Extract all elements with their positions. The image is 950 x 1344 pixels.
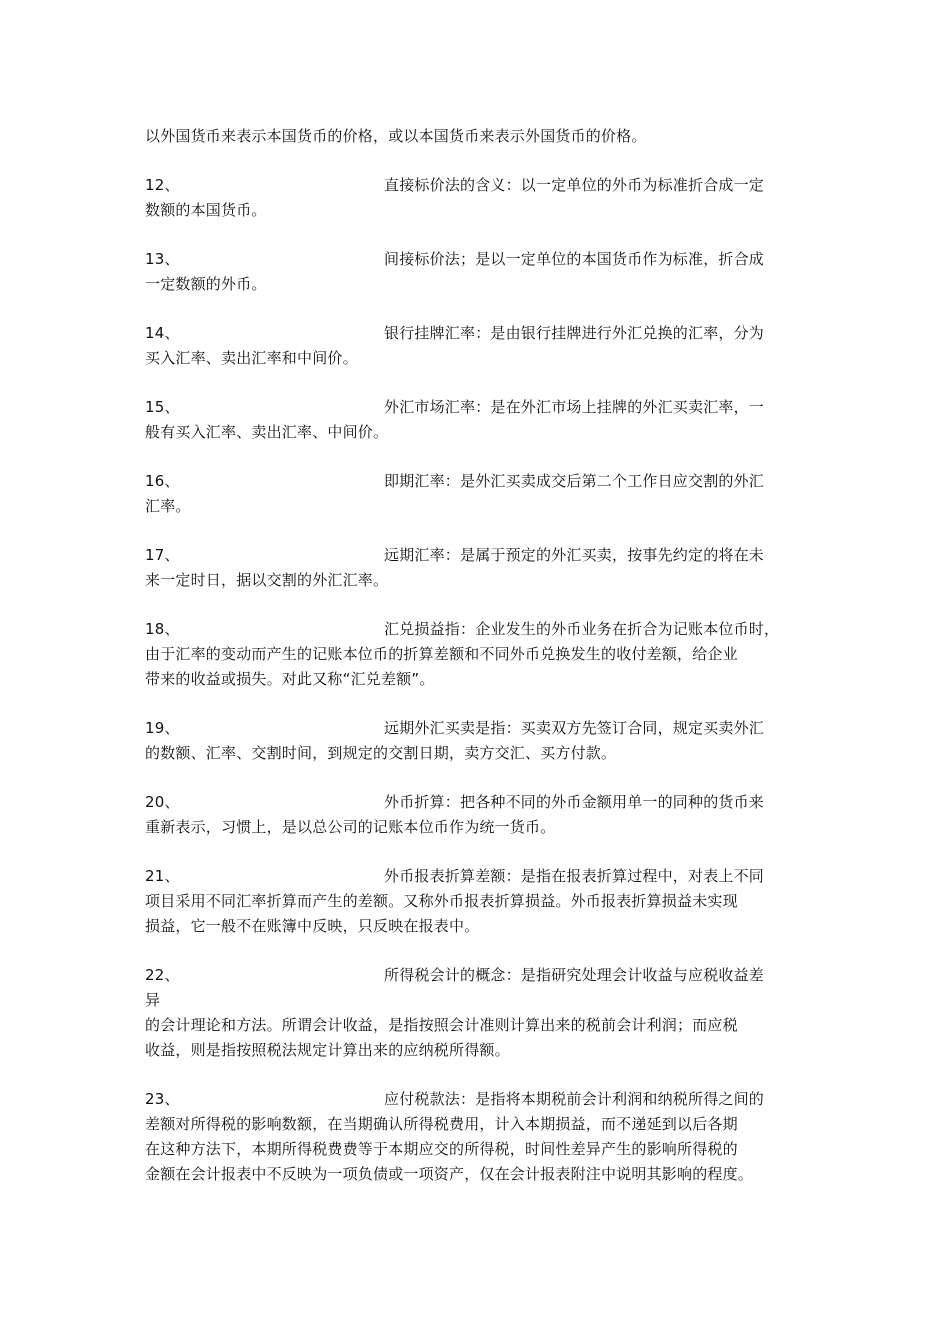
definition-entry (145, 716, 817, 766)
entry-continuation-line: 金额在会计报表中不反映为一项负债或一项资产，仅在会计报表附注中说明其影响的程度。 (145, 1165, 754, 1183)
entry-heading-line (145, 617, 817, 642)
entry-term-text: 外汇市场汇率：是在外汇市场上挂牌的外汇买卖汇率，一 (384, 398, 765, 416)
entry-number: 19、 (145, 719, 180, 737)
entry-term-text: 远期汇率：是属于预定的外汇买卖，按事先约定的将在未 (384, 546, 765, 564)
entry-term-text: 直接标价法的含义：以一定单位的外币为标准折合成一定 (384, 176, 765, 194)
entry-term-text: 银行挂牌汇率：是由银行挂牌进行外汇兑换的汇率，分为 (384, 324, 765, 342)
entry-continuation-line: 项目采用不同汇率折算而产生的差额。又称外币报表折算损益。外币报表折算损益未实现 (145, 892, 738, 910)
definition-entry (145, 321, 817, 371)
entry-continuation-line: 一定数额的外币。 (145, 275, 267, 293)
entry-number: 13、 (145, 250, 180, 268)
entry-continuation-line: 收益，则是指按照税法规定计算出来的应纳税所得额。 (145, 1041, 510, 1059)
definition-list (145, 173, 817, 1187)
entry-continuation-line: 汇率。 (145, 497, 191, 515)
entry-term-text: 应付税款法：是指将本期税前会计利润和纳税所得之间的 (384, 1090, 765, 1108)
entry-number: 20、 (145, 793, 180, 811)
entry-term-text: 远期外汇买卖是指：买卖双方先签订合同，规定买卖外汇 (384, 719, 765, 737)
definition-entry (145, 790, 817, 840)
entry-heading-line (145, 247, 817, 272)
definition-entry (145, 469, 817, 519)
definition-entry (145, 395, 817, 445)
definition-entry (145, 543, 817, 593)
entry-continuation-line: 差额对所得税的影响数额，在当期确认所得税费用，计入本期损益，而不递延到以后各期 (145, 1115, 738, 1133)
entry-heading-line (145, 469, 817, 494)
entry-number: 12、 (145, 176, 180, 194)
entry-heading-line (145, 790, 817, 815)
entry-heading-line (145, 1087, 817, 1112)
entry-continuation-line: 的会计理论和方法。所谓会计收益，是指按照会计准则计算出来的税前会计利润；而应税 (145, 1016, 738, 1034)
document-body (145, 124, 817, 1187)
entry-term-text: 汇兑损益指：企业发生的外币业务在折合为记账本位币时， (384, 620, 780, 638)
definition-entry (145, 247, 817, 297)
entry-number: 22、 (145, 966, 180, 984)
definition-entry (145, 963, 817, 1063)
definition-entry (145, 173, 817, 223)
entry-number: 14、 (145, 324, 180, 342)
entry-number: 21、 (145, 867, 180, 885)
entry-term-text: 所得税会计的概念：是指研究处理会计收益与应税收益差 (384, 966, 765, 984)
entry-continuation-line: 来一定时日，据以交割的外汇汇率。 (145, 571, 389, 589)
entry-continuation-line: 重新表示，习惯上，是以总公司的记账本位币作为统一货币。 (145, 818, 556, 836)
entry-continuation-line: 由于汇率的变动而产生的记账本位币的折算差额和不同外币兑换发生的收付差额，给企业 (145, 645, 738, 663)
entry-continuation-line: 在这种方法下，本期所得税费费等于本期应交的所得税，时间性差异产生的影响所得税的 (145, 1140, 738, 1158)
entry-continuation-line: 异 (145, 991, 161, 1009)
entry-continuation-line: 的数额、汇率、交割时间，到规定的交割日期，卖方交汇、买方付款。 (145, 744, 617, 762)
intro-paragraph: 以外国货币来表示本国货币的价格，或以本国货币来表示外国货币的价格。 (145, 127, 647, 145)
entry-heading-line (145, 864, 817, 889)
entry-term-text: 外币报表折算差额：是指在报表折算过程中，对表上不同 (384, 867, 765, 885)
entry-continuation-line: 买入汇率、卖出汇率和中间价。 (145, 349, 358, 367)
definition-entry (145, 617, 817, 692)
entry-heading-line (145, 963, 817, 988)
entry-continuation-line: 数额的本国货币。 (145, 201, 267, 219)
entry-number: 15、 (145, 398, 180, 416)
definition-entry (145, 1087, 817, 1187)
entry-term-text: 即期汇率：是外汇买卖成交后第二个工作日应交割的外汇 (384, 472, 765, 490)
entry-number: 23、 (145, 1090, 180, 1108)
entry-term-text: 间接标价法；是以一定单位的本国货币作为标准，折合成 (384, 250, 765, 268)
entry-number: 18、 (145, 620, 180, 638)
entry-heading-line (145, 173, 817, 198)
entry-term-text: 外币折算：把各种不同的外币金额用单一的同种的货币来 (384, 793, 765, 811)
entry-continuation-line: 带来的收益或损失。对此又称“汇兑差额”。 (145, 670, 435, 688)
entry-heading-line (145, 716, 817, 741)
entry-heading-line (145, 543, 817, 568)
entry-number: 16、 (145, 472, 180, 490)
entry-heading-line (145, 395, 817, 420)
entry-number: 17、 (145, 546, 180, 564)
entry-continuation-line: 损益，它一般不在账簿中反映，只反映在报表中。 (145, 917, 480, 935)
entry-continuation-line: 般有买入汇率、卖出汇率、中间价。 (145, 423, 389, 441)
entry-heading-line (145, 321, 817, 346)
definition-entry (145, 864, 817, 939)
